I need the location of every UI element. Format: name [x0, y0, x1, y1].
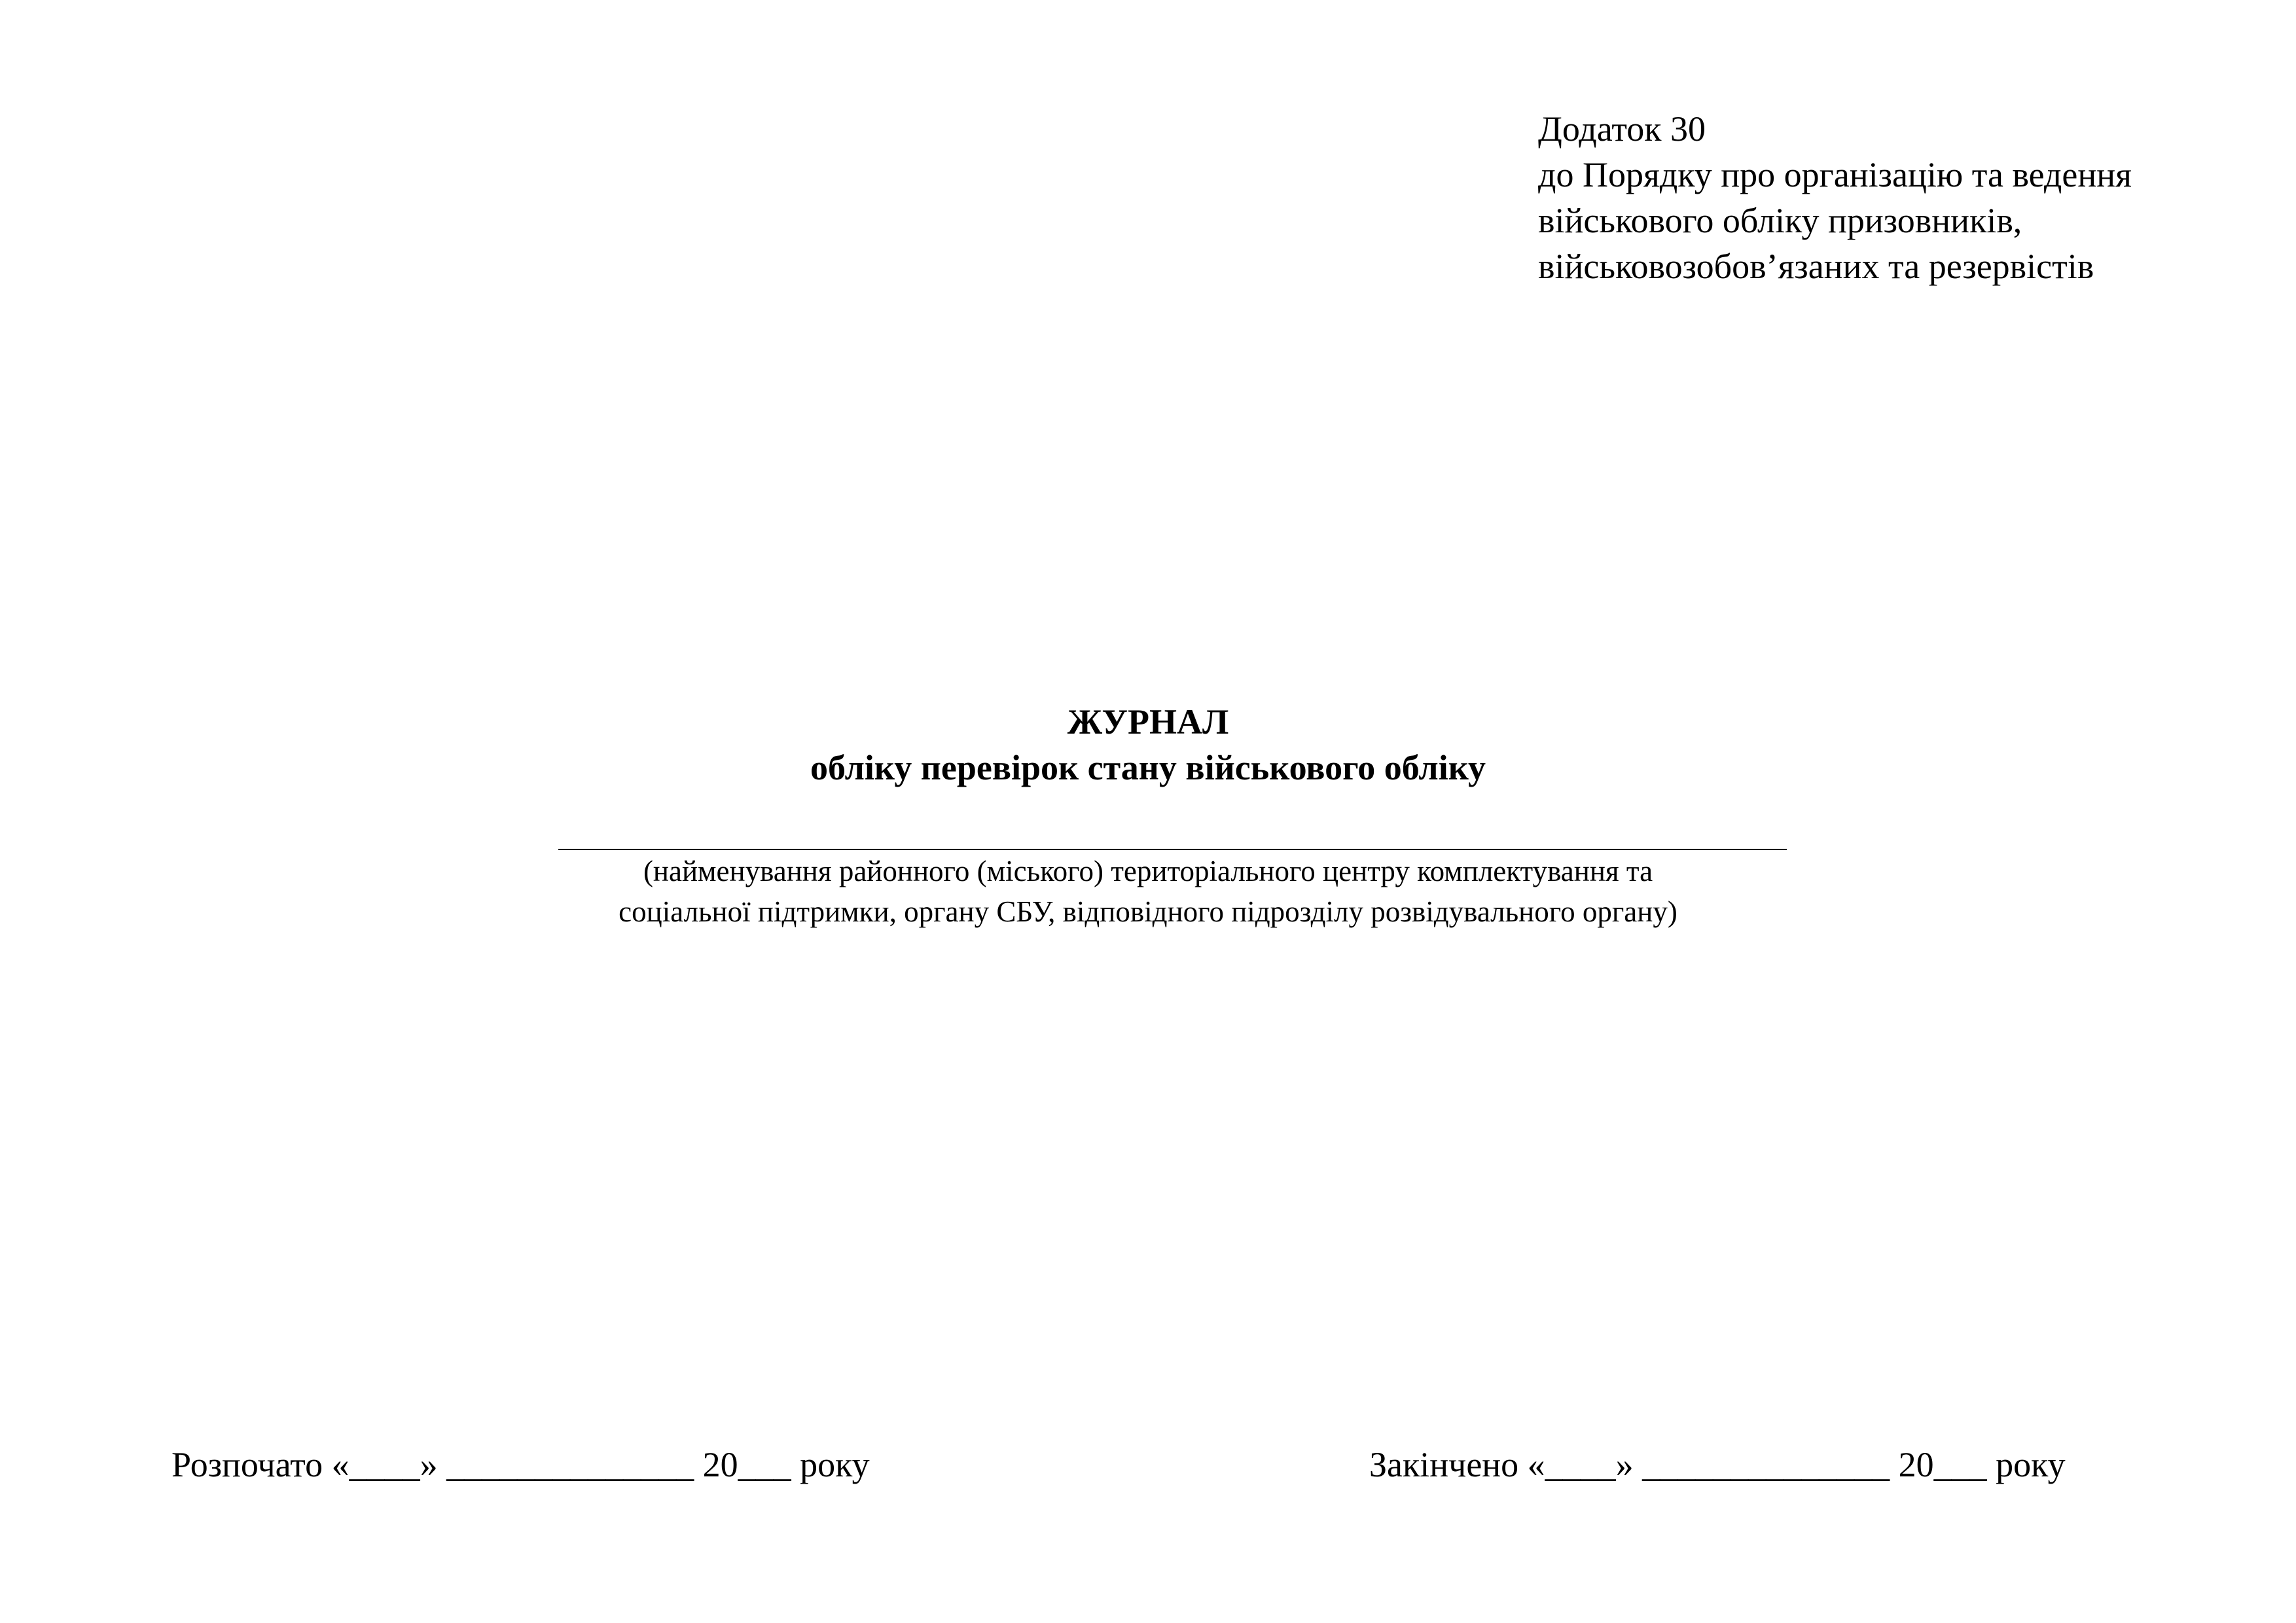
- organization-name-caption: [0, 851, 2296, 932]
- appendix-reference-line-2: військового обліку призовників,: [1538, 201, 2022, 240]
- organization-name-blank-line: [558, 849, 1787, 850]
- organization-caption-line-1: (найменування районного (міського) територіального центру комплектування та: [643, 855, 1653, 887]
- journal-subtitle: обліку перевірок стану військового обліку: [810, 748, 1486, 787]
- appendix-number: Додаток 30: [1538, 109, 1706, 149]
- journal-title-block: [0, 699, 2296, 791]
- appendix-note: [1538, 106, 2258, 289]
- start-date-field: Розпочато «____» ______________ 20___ року: [171, 1445, 870, 1484]
- appendix-reference-line-3: військовозобов’язаних та резервістів: [1538, 247, 2094, 286]
- organization-caption-line-2: соціальної підтримки, органу СБУ, відповідного підрозділу розвідувального органу): [619, 895, 1677, 928]
- appendix-reference-line-1: до Порядку про організацію та ведення: [1538, 155, 2132, 194]
- journal-title: ЖУРНАЛ: [1067, 702, 1229, 741]
- end-date-field: Закінчено «____» ______________ 20___ року: [1369, 1445, 2066, 1484]
